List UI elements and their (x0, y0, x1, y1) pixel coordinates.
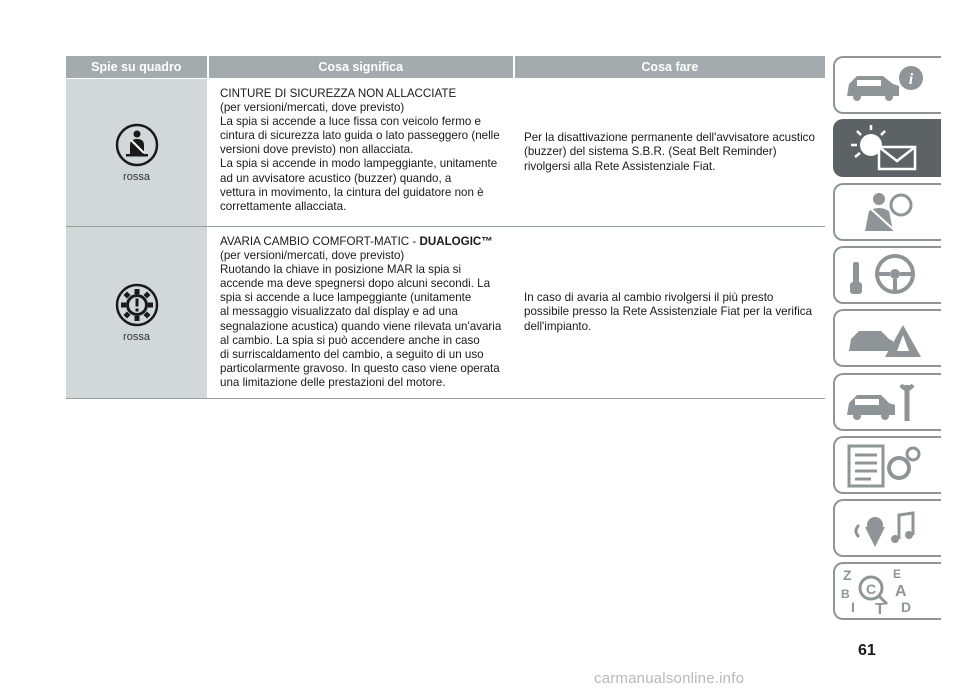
seatbelt-warning-icon (115, 123, 159, 167)
meaning-line: correttamente allacciata. (220, 199, 347, 213)
meaning-line: (per versioni/mercati, dove previsto) (220, 249, 405, 263)
meaning-line: CINTURE DI SICUREZZA NON ALLACCIATE (220, 87, 457, 100)
meaning-cell (207, 79, 514, 226)
tab-maintenance[interactable] (833, 373, 941, 431)
meaning-line: versioni dove previsto) non allacciata. (220, 143, 414, 157)
meaning-line: particolarmente gravoso. In questo caso viene operata (220, 361, 500, 375)
page-number: 61 (858, 642, 876, 659)
index-letter: B (841, 587, 850, 601)
index-letter: Z (843, 567, 852, 583)
meaning-line: di surriscaldamento del cambio, a seguito di un uso (220, 347, 484, 361)
header-meaning: Cosa significa (209, 56, 513, 78)
action-line: In caso di avaria al cambio rivolgersi il più presto (524, 291, 774, 305)
key-steering-wheel-icon (835, 248, 935, 302)
table-header (66, 56, 825, 78)
table-row (66, 227, 825, 399)
tab-safety[interactable] (833, 183, 941, 241)
gearbox-failure-icon (115, 283, 159, 327)
technical-data-icon (835, 438, 935, 492)
emergency-breakdown-icon (835, 311, 935, 365)
meaning-title-text: AVARIA CAMBIO COMFORT-MATIC - (220, 235, 420, 248)
tab-car-info[interactable] (833, 56, 941, 114)
meaning-line: Ruotando la chiave in posizione MAR la spia si (220, 263, 462, 277)
header-dashboard-lights: Spie su quadro (66, 56, 207, 78)
index-letter: A (895, 583, 907, 600)
meaning-line: una limitazione delle prestazioni del motore. (220, 375, 446, 389)
warning-lights-message-icon (835, 121, 935, 175)
car-maintenance-icon (835, 375, 935, 429)
meaning-line: cintura di sicurezza lato guida o lato passeggero (nelle (220, 129, 500, 143)
meaning-line: ad un avvisatore acustico (buzzer) quando, a (220, 171, 452, 185)
meaning-line: vettura in movimento, la cintura del guidatore non è (220, 185, 484, 199)
alphabetical-index-icon (835, 564, 935, 618)
index-letter: C (866, 581, 877, 597)
table-row (66, 79, 825, 227)
watermark[interactable]: carmanualsonline.info (594, 670, 745, 687)
warning-lights-table (66, 56, 825, 399)
index-letter: D (901, 599, 912, 615)
meaning-line: al messaggio visualizzato dal display e ad una (220, 305, 458, 319)
header-action: Cosa fare (515, 56, 825, 78)
svg-text:i: i (908, 71, 914, 88)
meaning-line: La spia si accende in modo lampeggiante, unitamente (220, 157, 498, 171)
tab-warning-lights[interactable] (833, 119, 941, 177)
tab-starting-driving[interactable] (833, 246, 941, 304)
action-line: dell'impianto. (524, 319, 592, 333)
action-line: Per la disattivazione permanente dell'avvisatore acustico (524, 131, 815, 145)
action-line: possibile presso la Rete Assistenziale Fiat per la verifica (524, 305, 813, 319)
meaning-title (220, 235, 512, 249)
action-line: (buzzer) del sistema S.B.R. (Seat Belt Reminder) (524, 145, 777, 159)
tab-alphabetical-index[interactable] (833, 562, 941, 620)
tab-emergency[interactable] (833, 309, 941, 367)
meaning-cell (207, 227, 514, 398)
icon-cell (66, 227, 207, 398)
action-line: rivolgersi alla Rete Assistenziale Fiat. (524, 159, 716, 173)
meaning-line: al cambio. La spia si può accendere anche in caso (220, 333, 480, 347)
car-info-icon (835, 58, 935, 112)
multimedia-icon (835, 501, 935, 555)
light-color-label: rossa (123, 330, 150, 343)
index-letter: I (851, 599, 855, 615)
index-letter: T (875, 601, 885, 618)
action-cell (514, 79, 825, 226)
meaning-title-brand: DUALOGIC™ (419, 235, 493, 248)
meaning-line: segnalazione acustica) quando viene rilevata un'avaria (220, 319, 502, 333)
light-color-label: rossa (123, 170, 150, 183)
action-cell (514, 227, 825, 398)
meaning-line: La spia si accende a luce fissa con veicolo fermo e (220, 115, 482, 129)
safety-airbag-icon (835, 185, 935, 239)
meaning-line: spia si accende a luce lampeggiante (unitamente (220, 291, 472, 305)
index-letter: E (893, 567, 902, 581)
meaning-line: (per versioni/mercati, dove previsto) (220, 101, 405, 115)
icon-cell (66, 79, 207, 226)
meaning-line: accende ma deve spegnersi dopo alcuni secondi. La (220, 277, 491, 291)
tab-multimedia[interactable] (833, 499, 941, 557)
tab-technical-data[interactable] (833, 436, 941, 494)
